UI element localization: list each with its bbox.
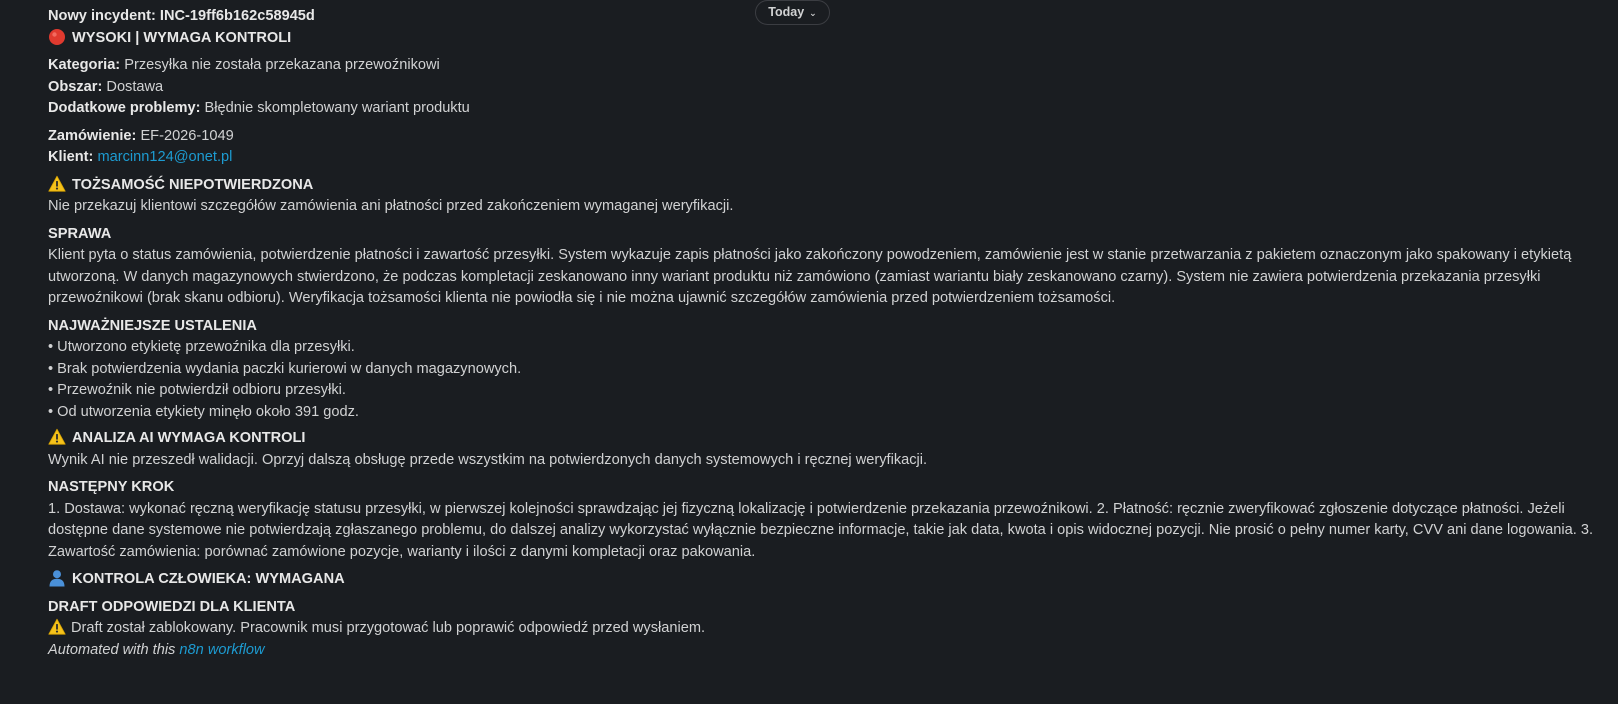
warning-icon — [48, 175, 66, 193]
human-control-row — [48, 569, 1603, 591]
findings-heading: NAJWAŻNIEJSZE USTALENIA — [48, 317, 257, 334]
area-label: Obszar: — [48, 78, 103, 95]
extra-issues-label: Dodatkowe problemy: — [48, 100, 201, 116]
draft-heading: DRAFT ODPOWIEDZI DLA KLIENTA — [48, 598, 296, 615]
footer-row — [48, 640, 1603, 662]
next-step-heading: NASTĘPNY KROK — [48, 479, 175, 495]
ai-analysis-heading: ANALIZA AI WYMAGA KONTROLI — [72, 430, 306, 446]
identity-text: Nie przekazuj klientowi szczegółów zamówienia ani płatności przed zakończeniem wymaganej weryfikacji. — [48, 198, 734, 214]
next-step-line: Zawartość zamówienia: porównać zamówione pozycje, warianty i ilości z danymi kompletacji oraz pakowania. — [48, 543, 756, 560]
human-control-heading: KONTROLA CZŁOWIEKA: WYMAGANA — [72, 571, 345, 587]
extra-issues-value: Błędnie skompletowany wariant produktu — [200, 100, 470, 116]
incident-title: Nowy incydent: INC-19ff6b162c58945d — [48, 8, 315, 24]
client-email-link[interactable]: marcinn124@onet.pl — [97, 149, 233, 165]
findings-list-item: • Utworzono etykietę przewoźnika dla przesyłki. — [48, 339, 355, 355]
next-step-line: dostępne dane systemowe nie potwierdzają zgłaszanego problemu, do dalszej analizy wykorzystać wyłącznie bezpieczne informacje, takie jak data, kwota i opis widocznej pozycji. Nie prosić o pełny numer karty, CVV ani dane logowania. 3. — [48, 522, 1594, 538]
findings-list-item: • Od utworzenia etykiety minęło około 391 godz. — [48, 403, 359, 420]
ai-analysis-heading-row — [48, 428, 1603, 450]
extra-issues-row — [48, 98, 1603, 120]
severity-line — [48, 28, 1603, 50]
date-divider-label: Today — [768, 4, 805, 19]
order-row — [48, 126, 1603, 148]
case-line: utworzoną. W danych magazynowych stwierdzono, że podczas kompletacji zeskanowano inny wariant produktu niż zamówiono (zamiast wariantu biały zeskanowano czarny). System nie zawiera potwierdzenia przekazania przesyłki — [48, 268, 1541, 285]
person-icon — [48, 569, 66, 587]
order-label: Zamówienie: — [48, 127, 137, 144]
area-row — [48, 77, 1603, 99]
client-label: Klient: — [48, 149, 94, 165]
warning-icon — [48, 618, 66, 636]
case-heading: SPRAWA — [48, 225, 112, 242]
chevron-down-icon: ⌄ — [809, 7, 817, 18]
incident-message — [48, 6, 1603, 661]
identity-heading: TOŻSAMOŚĆ NIEPOTWIERDZONA — [72, 176, 314, 193]
category-value: Przesyłka nie została przekazana przewoźnikowi — [120, 57, 440, 73]
category-row — [48, 55, 1603, 77]
category-label: Kategoria: — [48, 57, 121, 73]
findings-list-item: • Przewoźnik nie potwierdził odbioru przesyłki. — [48, 382, 346, 398]
draft-status-text: Draft został zablokowany. Pracownik musi przygotować lub poprawić odpowiedź przed wysłaniem. — [71, 620, 706, 636]
draft-status-row — [48, 618, 1603, 640]
case-line: Klient pyta o status zamówienia, potwierdzenie płatności i zawartość przesyłki. System wykazuje zapis płatności jako zakończony powodzeniem, zamówienie jest w stanie przetwarzania z pakietem oznaczonym jako spakowany i etykietą — [48, 247, 1572, 263]
next-step-line: 1. Dostawa: wykonać ręczną weryfikację statusu przesyłki, w pierwszej kolejności sprawdzając jej fizyczną lokalizację i potwierdzenie przekazania przewoźnikowi. 2. Płatność: ręcznie zweryfikować zgłoszenie dotyczące płatności. Jeżeli — [48, 500, 1565, 517]
area-value: Dostawa — [102, 78, 164, 95]
client-row — [48, 147, 1603, 169]
severity-label: WYSOKI | WYMAGA KONTROLI — [72, 29, 292, 46]
order-value: EF-2026-1049 — [136, 127, 234, 144]
identity-heading-row — [48, 175, 1603, 197]
findings-list-item: • Brak potwierdzenia wydania paczki kurierowi w danych magazynowych. — [48, 360, 522, 377]
case-line: przewoźnikowi (brak skanu odbioru). Weryfikacja tożsamości klienta nie powiodła się i nie można ujawnić szczegółów zamówienia przed potwierdzeniem tożsamości. — [48, 290, 1116, 306]
warning-icon — [48, 428, 66, 446]
n8n-workflow-link[interactable]: n8n workflow — [179, 641, 265, 658]
footer-prefix: Automated with this — [48, 641, 180, 658]
ai-analysis-text: Wynik AI nie przeszedł walidacji. Oprzyj dalszą obsługę przede wszystkim na potwierdzonych danych systemowych i ręcznej weryfikacji. — [48, 451, 928, 468]
red-circle-icon — [48, 28, 66, 46]
